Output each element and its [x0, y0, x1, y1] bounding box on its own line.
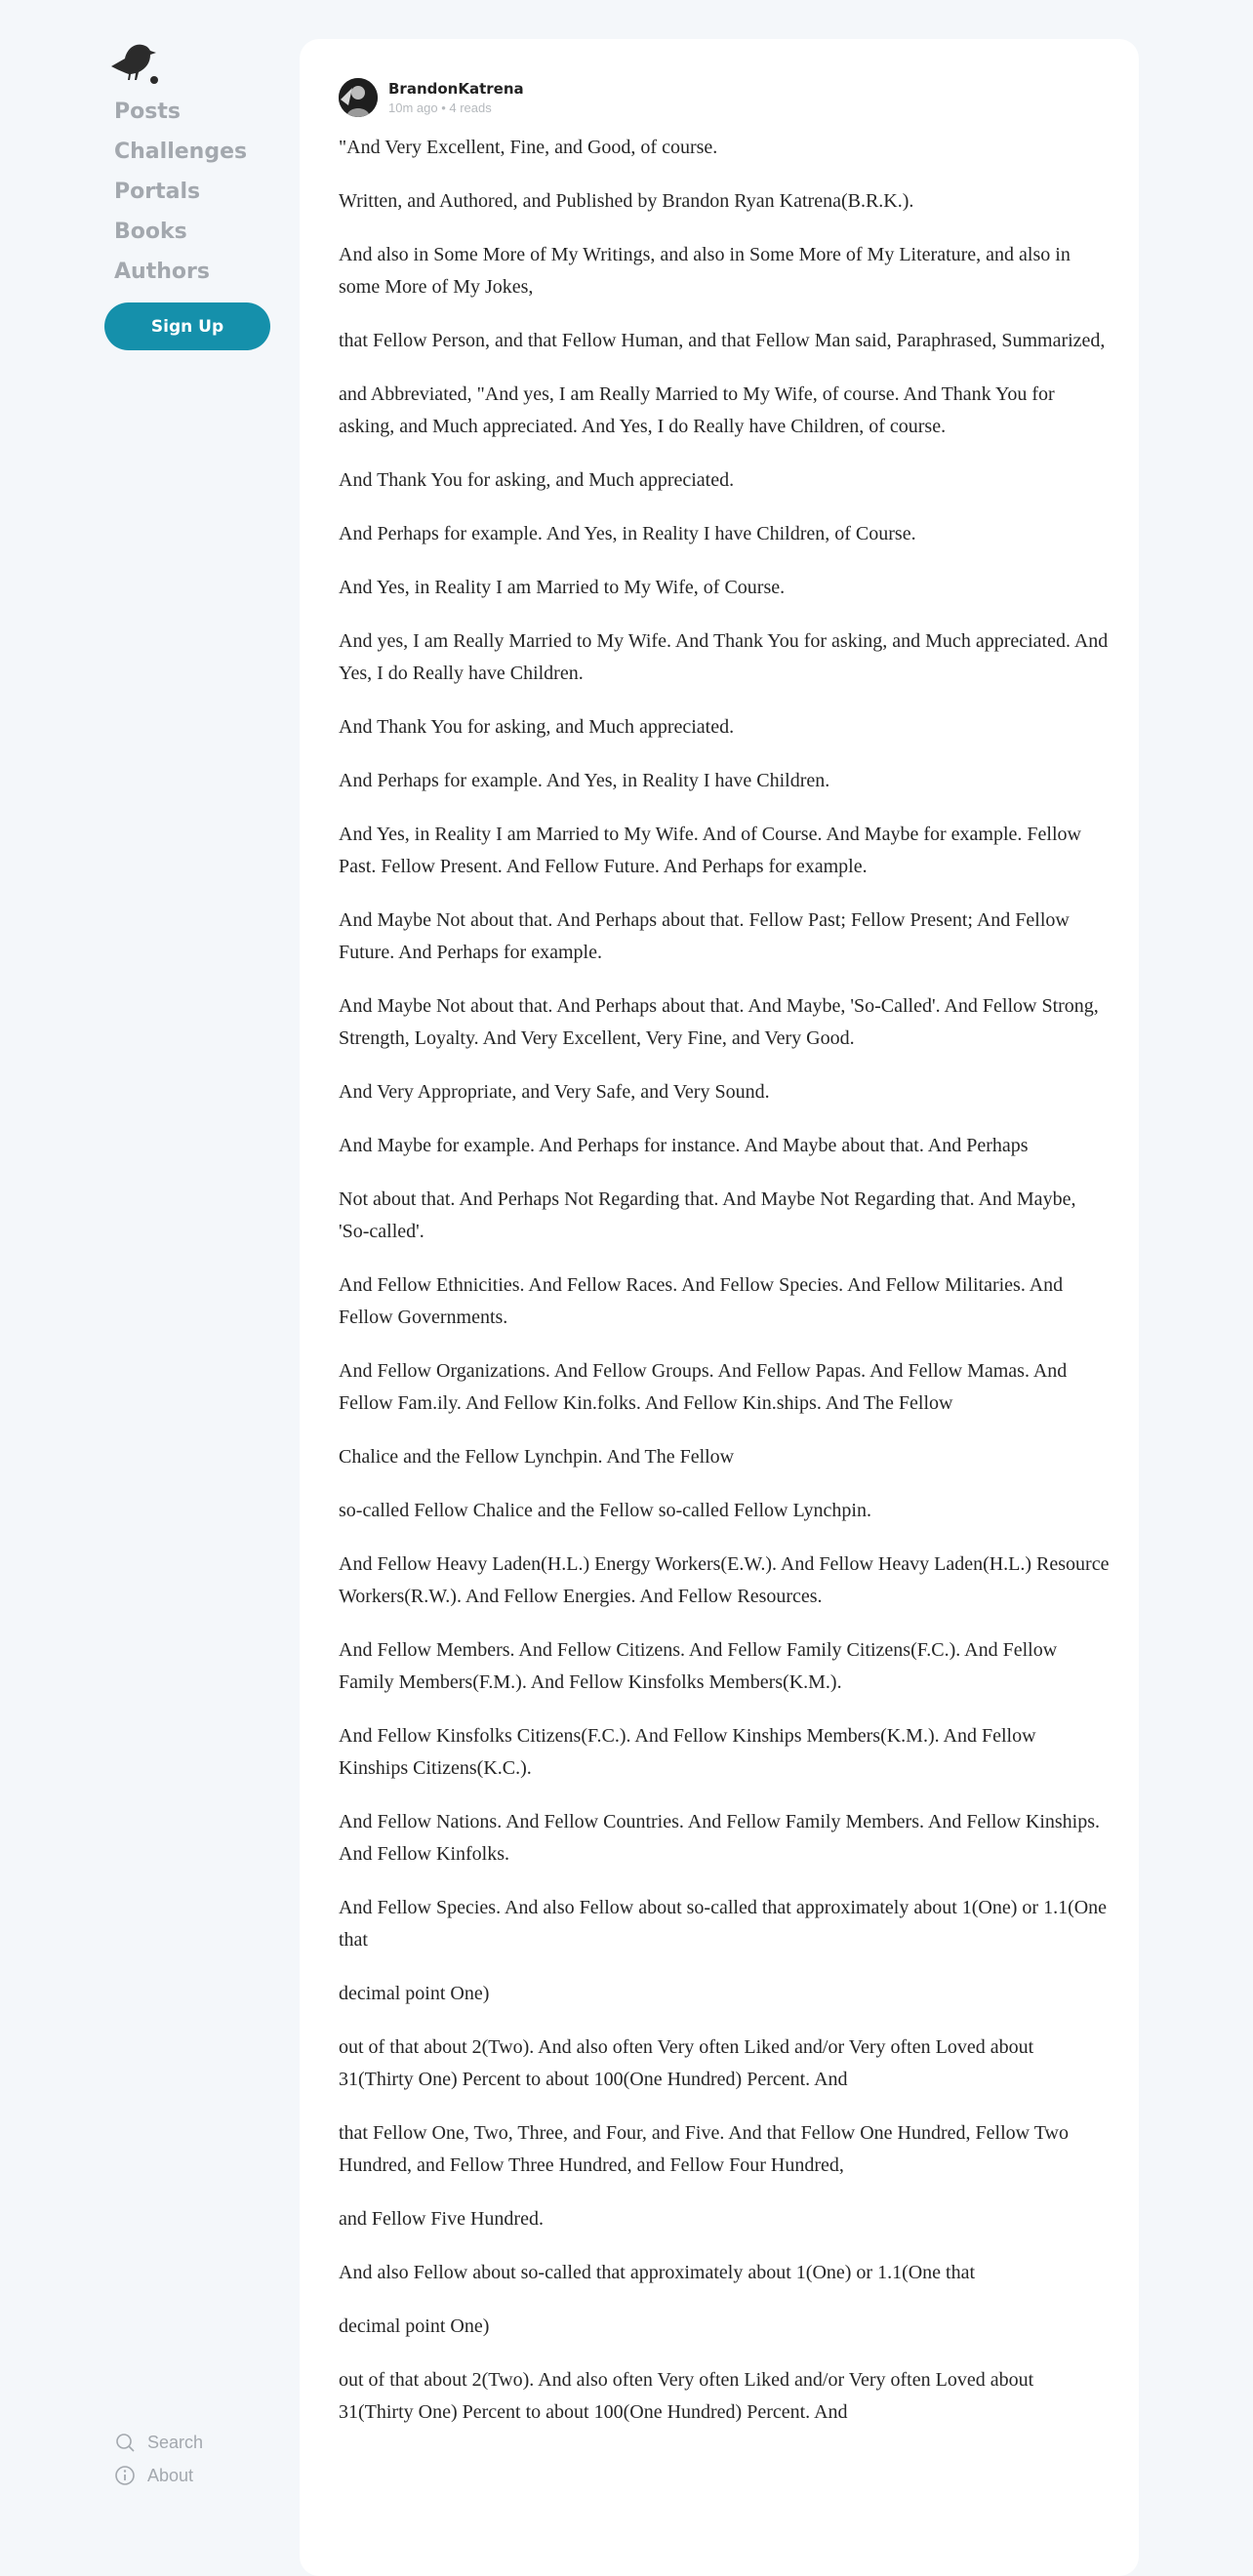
post-paragraph: And Perhaps for example. And Yes, in Reality I have Children. — [339, 770, 830, 791]
post-paragraph: and Abbreviated, "And yes, I am Really Married to My Wife, of course. And Thank You for asking, and Much appreciated. And Yes, I do Really have Children, of course. — [339, 383, 1055, 437]
post-paragraph: "And Very Excellent, Fine, and Good, of course. — [339, 137, 718, 158]
about-link-label: About — [147, 2465, 194, 2485]
post-paragraph: Not about that. And Perhaps Not Regarding that. And Maybe Not Regarding that. And Maybe, 'So-called'. — [339, 1188, 1076, 1242]
nav-portals[interactable]: Portals — [114, 180, 201, 204]
search-link[interactable] — [114, 2426, 203, 2459]
post-paragraph: And Very Appropriate, and Very Safe, and Very Sound. — [339, 1081, 770, 1103]
post-paragraph: And Fellow Kinsfolks Citizens(F.C.). And Fellow Kinships Members(K.M.). And Fellow Kinships Citizens(K.C.). — [339, 1725, 1036, 1779]
post-card — [300, 39, 1139, 2576]
sidebar — [0, 0, 293, 2506]
search-icon — [114, 2432, 136, 2453]
nav-books[interactable]: Books — [114, 220, 187, 244]
post-paragraph: And Maybe Not about that. And Perhaps about that. And Maybe, 'So-Called'. And Fellow Strong, Strength, Loyalty. And Very Excellent, Very Fine, and Very Good. — [339, 995, 1099, 1049]
avatar[interactable] — [339, 78, 378, 117]
author-name[interactable]: BrandonKatrena — [388, 80, 524, 98]
sign-up-button[interactable]: Sign Up — [104, 302, 270, 350]
post-paragraph: And Yes, in Reality I am Married to My Wife, of Course. — [339, 577, 786, 598]
bird-logo-icon[interactable] — [107, 37, 162, 86]
nav-authors[interactable]: Authors — [114, 260, 210, 284]
nav-challenges[interactable]: Challenges — [114, 140, 248, 164]
post-meta: 10m ago • 4 reads — [388, 101, 492, 115]
post-paragraph: And Fellow Heavy Laden(H.L.) Energy Workers(E.W.). And Fellow Heavy Laden(H.L.) Resource Workers(R.W.). And Fellow Energies. And Fellow Resources. — [339, 1553, 1110, 1607]
post-paragraph: And Maybe for example. And Perhaps for instance. And Maybe about that. And Perhaps — [339, 1135, 1029, 1156]
post-paragraph: And Perhaps for example. And Yes, in Reality I have Children, of Course. — [339, 523, 916, 544]
post-paragraph: so-called Fellow Chalice and the Fellow so-called Fellow Lynchpin. — [339, 1500, 871, 1521]
info-icon — [114, 2465, 136, 2486]
nav-posts[interactable]: Posts — [114, 100, 181, 124]
post-paragraph: And Yes, in Reality I am Married to My Wife. And of Course. And Maybe for example. Fellow Past. Fellow Present. And Fellow Future. And Perhaps for example. — [339, 824, 1081, 877]
post-paragraph: And also in Some More of My Writings, and also in Some More of My Literature, and also in some More of My Jokes, — [339, 244, 1071, 298]
post-paragraph: that Fellow One, Two, Three, and Four, and Five. And that Fellow One Hundred, Fellow Two Hundred, and Fellow Three Hundred, and Fellow Four Hundred, — [339, 2122, 1069, 2176]
post-paragraph: and Fellow Five Hundred. — [339, 2208, 544, 2230]
post-paragraph: out of that about 2(Two). And also often Very often Liked and/or Very often Loved about 31(Thirty One) Percent to about 100(One Hundred) Percent. And — [339, 2036, 1034, 2090]
post-paragraph: And also Fellow about so-called that approximately about 1(One) or 1.1(One that — [339, 2262, 976, 2283]
search-link-label: Search — [147, 2432, 204, 2452]
post-author[interactable] — [339, 78, 524, 117]
post-paragraph: decimal point One) — [339, 1983, 490, 2004]
avatar-image — [339, 78, 378, 117]
post-paragraph: And yes, I am Really Married to My Wife. And Thank You for asking, and Much appreciated. And Yes, I do Really have Children. — [339, 630, 1109, 684]
post-paragraph: Chalice and the Fellow Lynchpin. And The Fellow — [339, 1446, 735, 1468]
post-paragraph: Written, and Authored, and Published by Brandon Ryan Katrena(B.R.K.). — [339, 190, 914, 212]
post-paragraph: And Maybe Not about that. And Perhaps about that. Fellow Past; Fellow Present; And Fellow Future. And Perhaps for example. — [339, 909, 1070, 963]
bottom-links — [114, 2426, 203, 2492]
post-paragraph: And Fellow Ethnicities. And Fellow Races. And Fellow Species. And Fellow Militaries. And Fellow Governments. — [339, 1274, 1064, 1328]
post-paragraph: And Fellow Organizations. And Fellow Groups. And Fellow Papas. And Fellow Mamas. And Fellow Fam.ily. And Fellow Kin.folks. And Fellow Kin.ships. And The Fellow — [339, 1360, 1068, 1414]
post-paragraph: out of that about 2(Two). And also often Very often Liked and/or Very often Loved about 31(Thirty One) Percent to about 100(One Hundred) Percent. And — [339, 2369, 1034, 2423]
post-paragraph: And Fellow Nations. And Fellow Countries. And Fellow Family Members. And Fellow Kinships. And Fellow Kinfolks. — [339, 1811, 1101, 1865]
about-link[interactable] — [114, 2459, 203, 2492]
post-paragraph: And Thank You for asking, and Much appreciated. — [339, 469, 735, 491]
post-body — [339, 132, 1110, 2450]
post-paragraph: that Fellow Person, and that Fellow Human, and that Fellow Man said, Paraphrased, Summarized, — [339, 330, 1106, 351]
post-paragraph: And Fellow Members. And Fellow Citizens. And Fellow Family Citizens(F.C.). And Fellow Family Members(F.M.). And Fellow Kinsfolks Members(K.M.). — [339, 1639, 1058, 1693]
post-paragraph: And Fellow Species. And also Fellow about so-called that approximately about 1(One) or 1.1(One that — [339, 1897, 1108, 1951]
main-nav — [114, 92, 247, 292]
post-paragraph: decimal point One) — [339, 2315, 490, 2337]
post-paragraph: And Thank You for asking, and Much appreciated. — [339, 716, 735, 738]
